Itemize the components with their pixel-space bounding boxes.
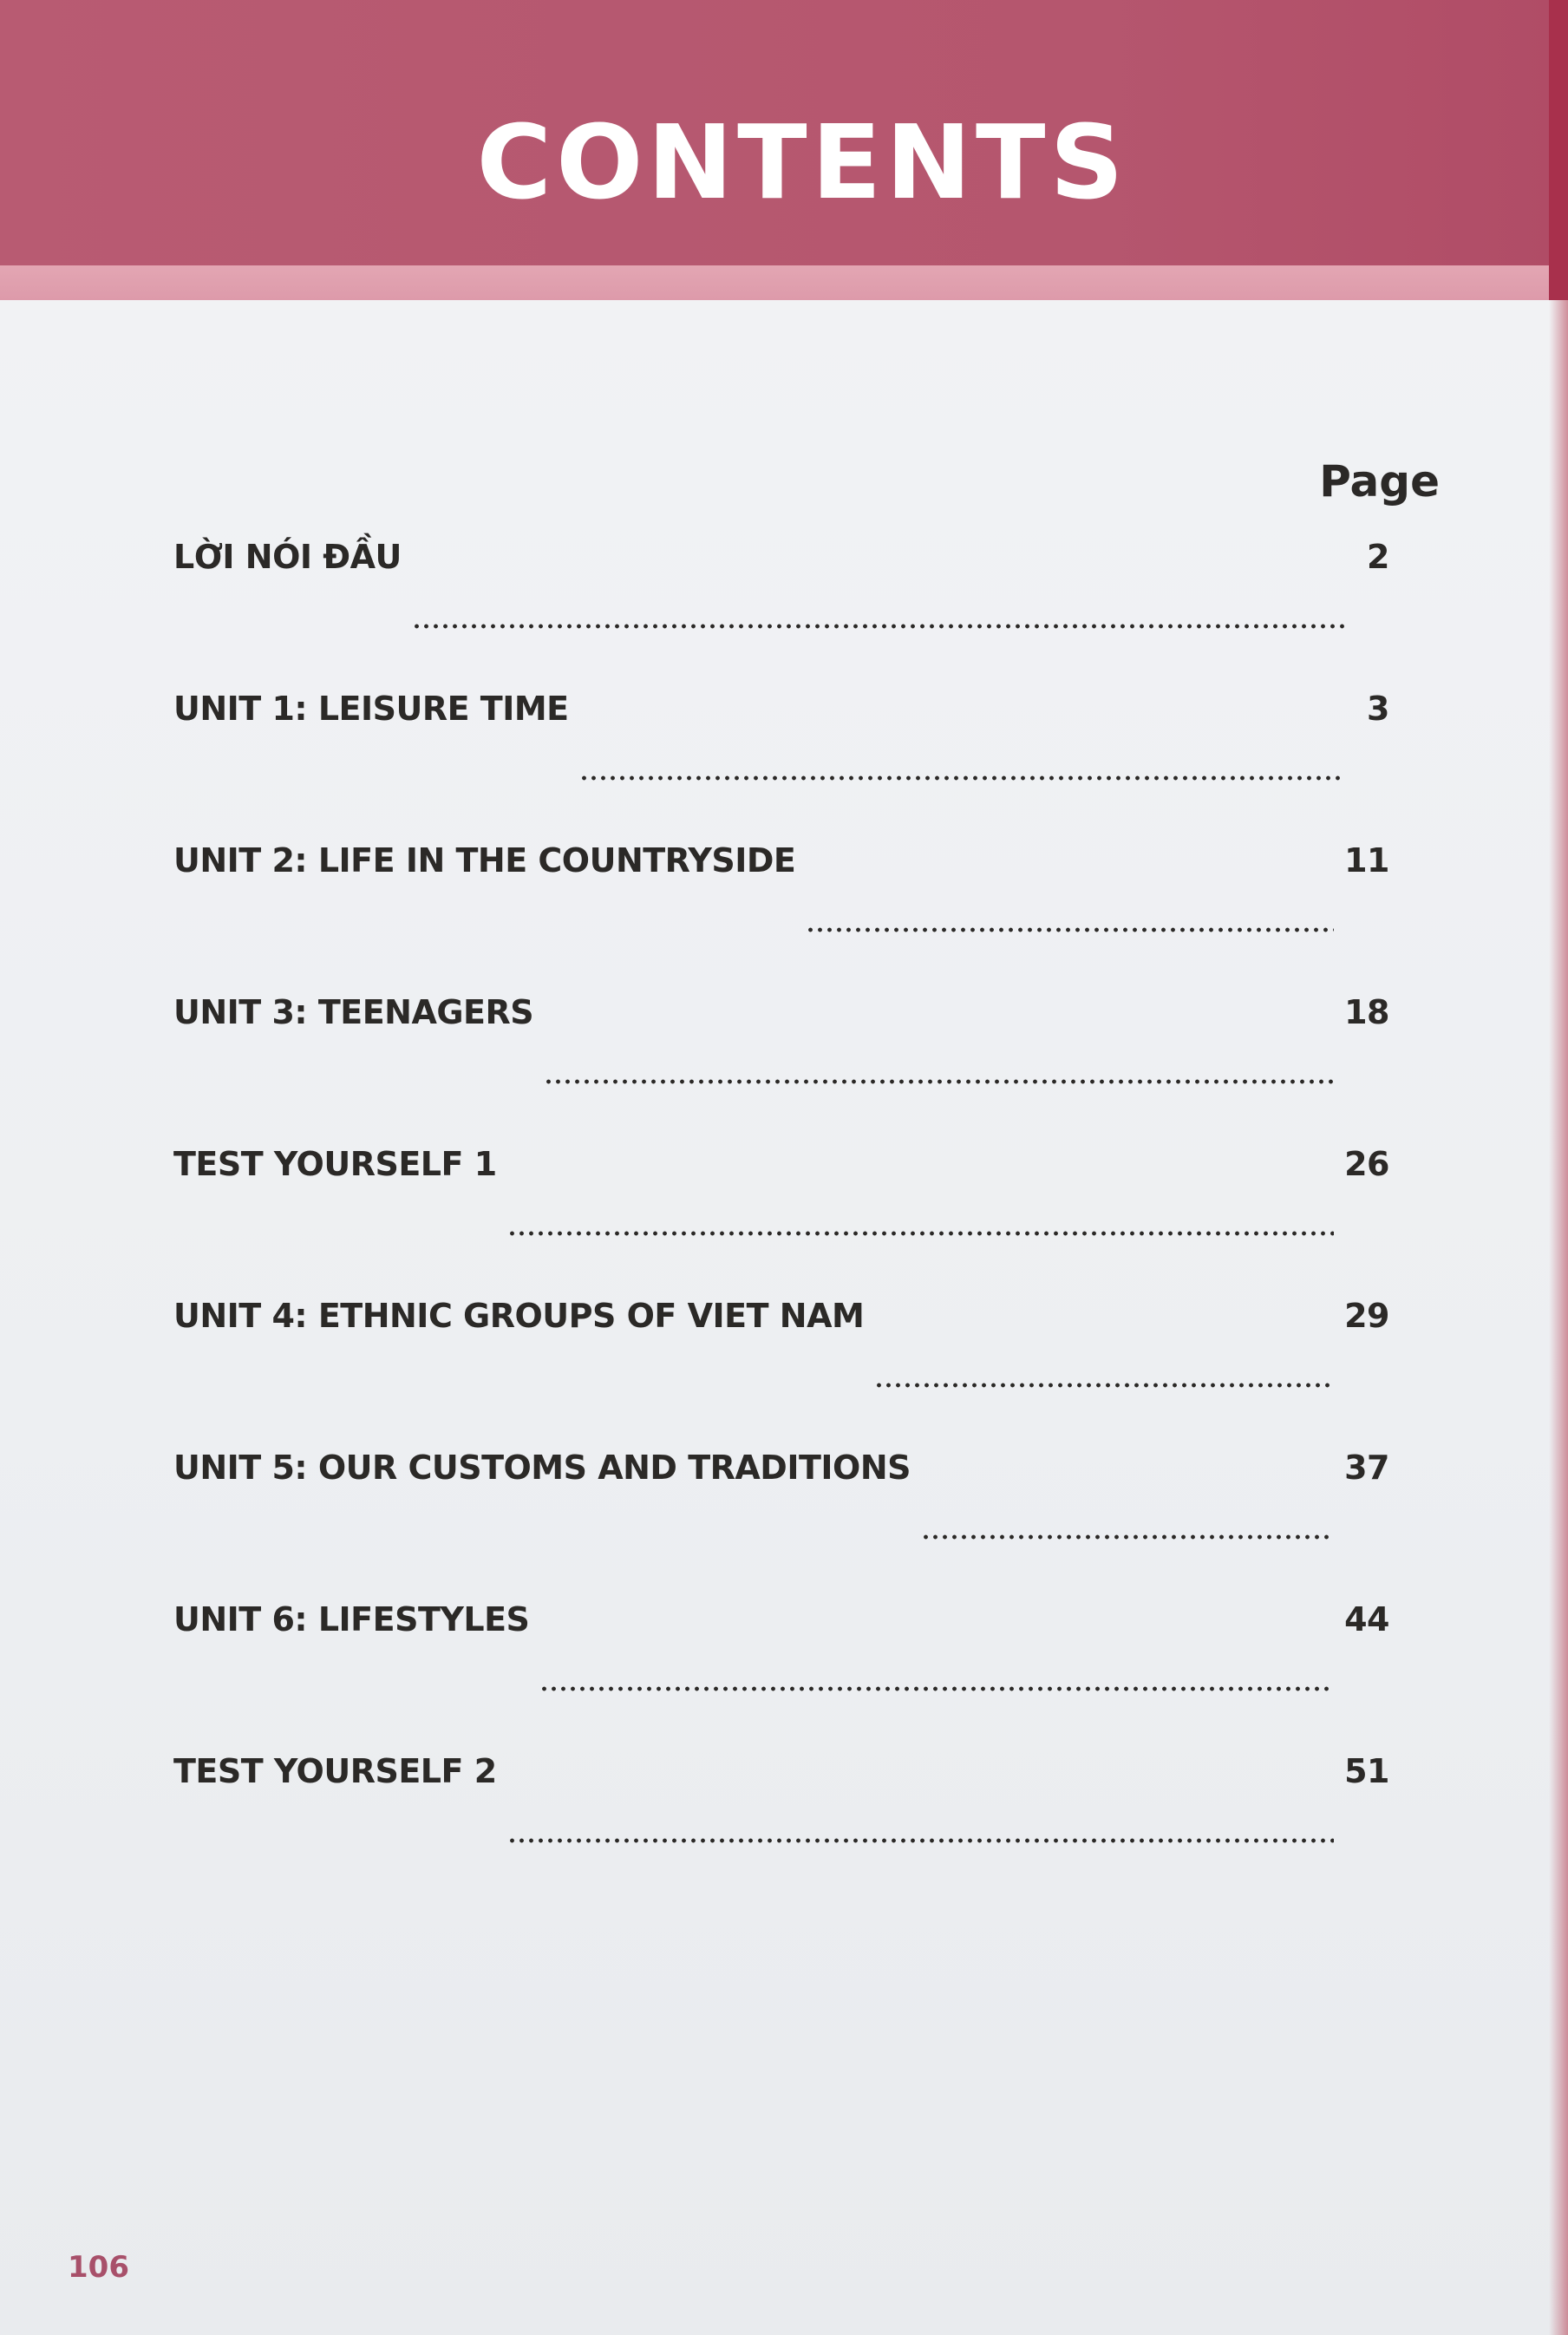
toc-entry-page: 37 [1344, 1449, 1389, 1487]
toc-entry-page: 51 [1344, 1752, 1389, 1790]
toc-entry-page: 44 [1344, 1600, 1389, 1638]
toc-entry-unit-1 [173, 690, 1389, 841]
dot-leader [544, 1078, 1334, 1085]
toc-entry-label: UNIT 5: OUR CUSTOMS AND TRADITIONS [173, 1449, 911, 1487]
table-of-contents [173, 538, 1389, 1904]
page-column-label: Page [1319, 456, 1440, 507]
toc-entry-page: 2 [1367, 538, 1389, 576]
toc-entry-label: TEST YOURSELF 2 [173, 1752, 497, 1790]
toc-entry-label: UNIT 4: ETHNIC GROUPS OF VIET NAM [173, 1297, 865, 1335]
dot-leader [539, 1685, 1334, 1692]
toc-entry-test-yourself-1 [173, 1145, 1389, 1297]
dot-leader [412, 623, 1344, 630]
toc-entry-unit-3 [173, 993, 1389, 1145]
dot-leader [806, 926, 1334, 933]
toc-entry-unit-6 [173, 1600, 1389, 1752]
toc-entry-unit-5 [173, 1449, 1389, 1600]
dot-leader [874, 1382, 1334, 1389]
header-stripe [0, 265, 1568, 300]
toc-entry-label: LỜI NÓI ĐẦU [173, 538, 402, 576]
dot-leader [579, 775, 1344, 782]
page-number: 106 [68, 2250, 129, 2285]
toc-entry-label: UNIT 1: LEISURE TIME [173, 690, 569, 728]
dot-leader [507, 1230, 1334, 1237]
toc-entry-page: 29 [1344, 1297, 1389, 1335]
toc-entry-page: 3 [1367, 690, 1389, 728]
dot-leader [921, 1534, 1334, 1540]
toc-entry-page: 11 [1344, 841, 1389, 880]
toc-entry-loi-noi-dau [173, 538, 1389, 690]
toc-entry-page: 26 [1344, 1145, 1389, 1183]
toc-entry-page: 18 [1344, 993, 1389, 1031]
toc-entry-label: TEST YOURSELF 1 [173, 1145, 497, 1183]
toc-entry-label: UNIT 2: LIFE IN THE COUNTRYSIDE [173, 841, 796, 880]
page-title: CONTENTS [476, 102, 1128, 222]
toc-entry-test-yourself-2 [173, 1752, 1389, 1904]
toc-entry-label: UNIT 3: TEENAGERS [173, 993, 534, 1031]
toc-entry-unit-4 [173, 1297, 1389, 1449]
dot-leader [507, 1837, 1334, 1844]
toc-entry-label: UNIT 6: LIFESTYLES [173, 1600, 530, 1638]
toc-entry-unit-2 [173, 841, 1389, 993]
page-edge-shadow [1549, 0, 1568, 2335]
